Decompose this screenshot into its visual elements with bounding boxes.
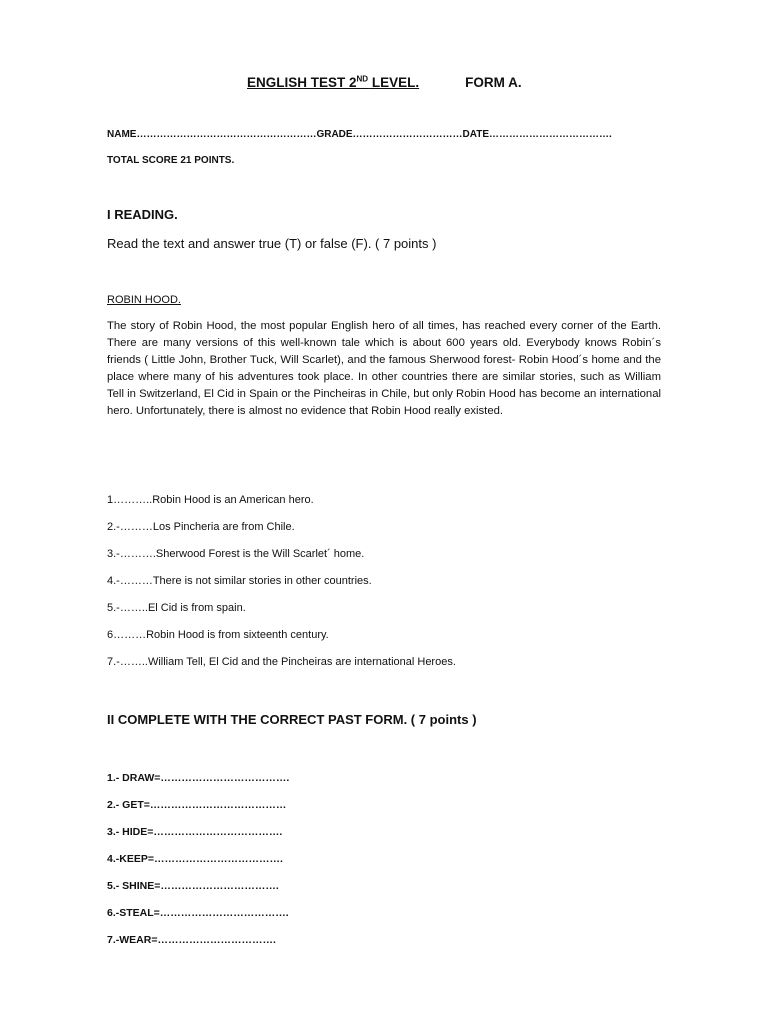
verb-item-1: 1.- DRAW=………………………………. [107,772,290,784]
story-title: ROBIN HOOD. [107,294,181,306]
name-grade-date-line: NAME………………………………………………GRADE……………………………DATE………………………………. [107,129,612,140]
verb-item-2: 2.- GET=………………………………… [107,799,287,811]
title-main: ENGLISH TEST 2 [247,74,357,90]
question-5: 5.-……..El Cid is from spain. [107,602,246,614]
test-title [247,74,522,90]
question-3: 3.-……….Sherwood Forest is the Will Scarlet´ home. [107,548,365,560]
question-1: 1………..Robin Hood is an American hero. [107,494,314,506]
title-rest: LEVEL. [368,74,420,90]
question-6: 6………Robin Hood is from sixteenth century. [107,629,329,641]
verb-item-3: 3.- HIDE=………………………………. [107,826,283,838]
reading-instruction: Read the text and answer true (T) or false (F). ( 7 points ) [107,236,437,251]
verb-item-7: 7.-WEAR=……………………………. [107,934,276,946]
total-score: TOTAL SCORE 21 POINTS. [107,155,235,166]
verb-item-5: 5.- SHINE=……………………………. [107,880,279,892]
question-7: 7.-……..William Tell, El Cid and the Pincheiras are international Heroes. [107,656,456,668]
reading-heading: I READING. [107,207,178,222]
verb-item-4: 4.-KEEP=………………………………. [107,853,283,865]
story-text: The story of Robin Hood, the most popular English hero of all times, has reached every corner of the Earth. There are many versions of this well-known tale which is about 600 years old. Everybody knows Robin´s friends ( Little John, Brother Tuck, Will Scarlet), and the famous Sherwood forest- Robin Hood´s home and the place where many of his adventures took place. In other countries there are similar stories, such as William Tell in Switzerland, El Cid in Spain or the Pincheiras in Chile, but only Robin Hood has become an international hero. Unfortunately, there is almost no evidence that Robin Hood really existed. [107,320,661,418]
question-4: 4.-………There is not similar stories in other countries. [107,575,372,587]
past-form-heading: II COMPLETE WITH THE CORRECT PAST FORM. ( 7 points ) [107,712,477,727]
title-superscript: ND [356,74,369,83]
question-2: 2.-………Los Pincheria are from Chile. [107,521,295,533]
title-underlined [247,75,419,90]
form-label: FORM A. [465,74,522,90]
verb-item-6: 6.-STEAL=………………………………. [107,907,289,919]
